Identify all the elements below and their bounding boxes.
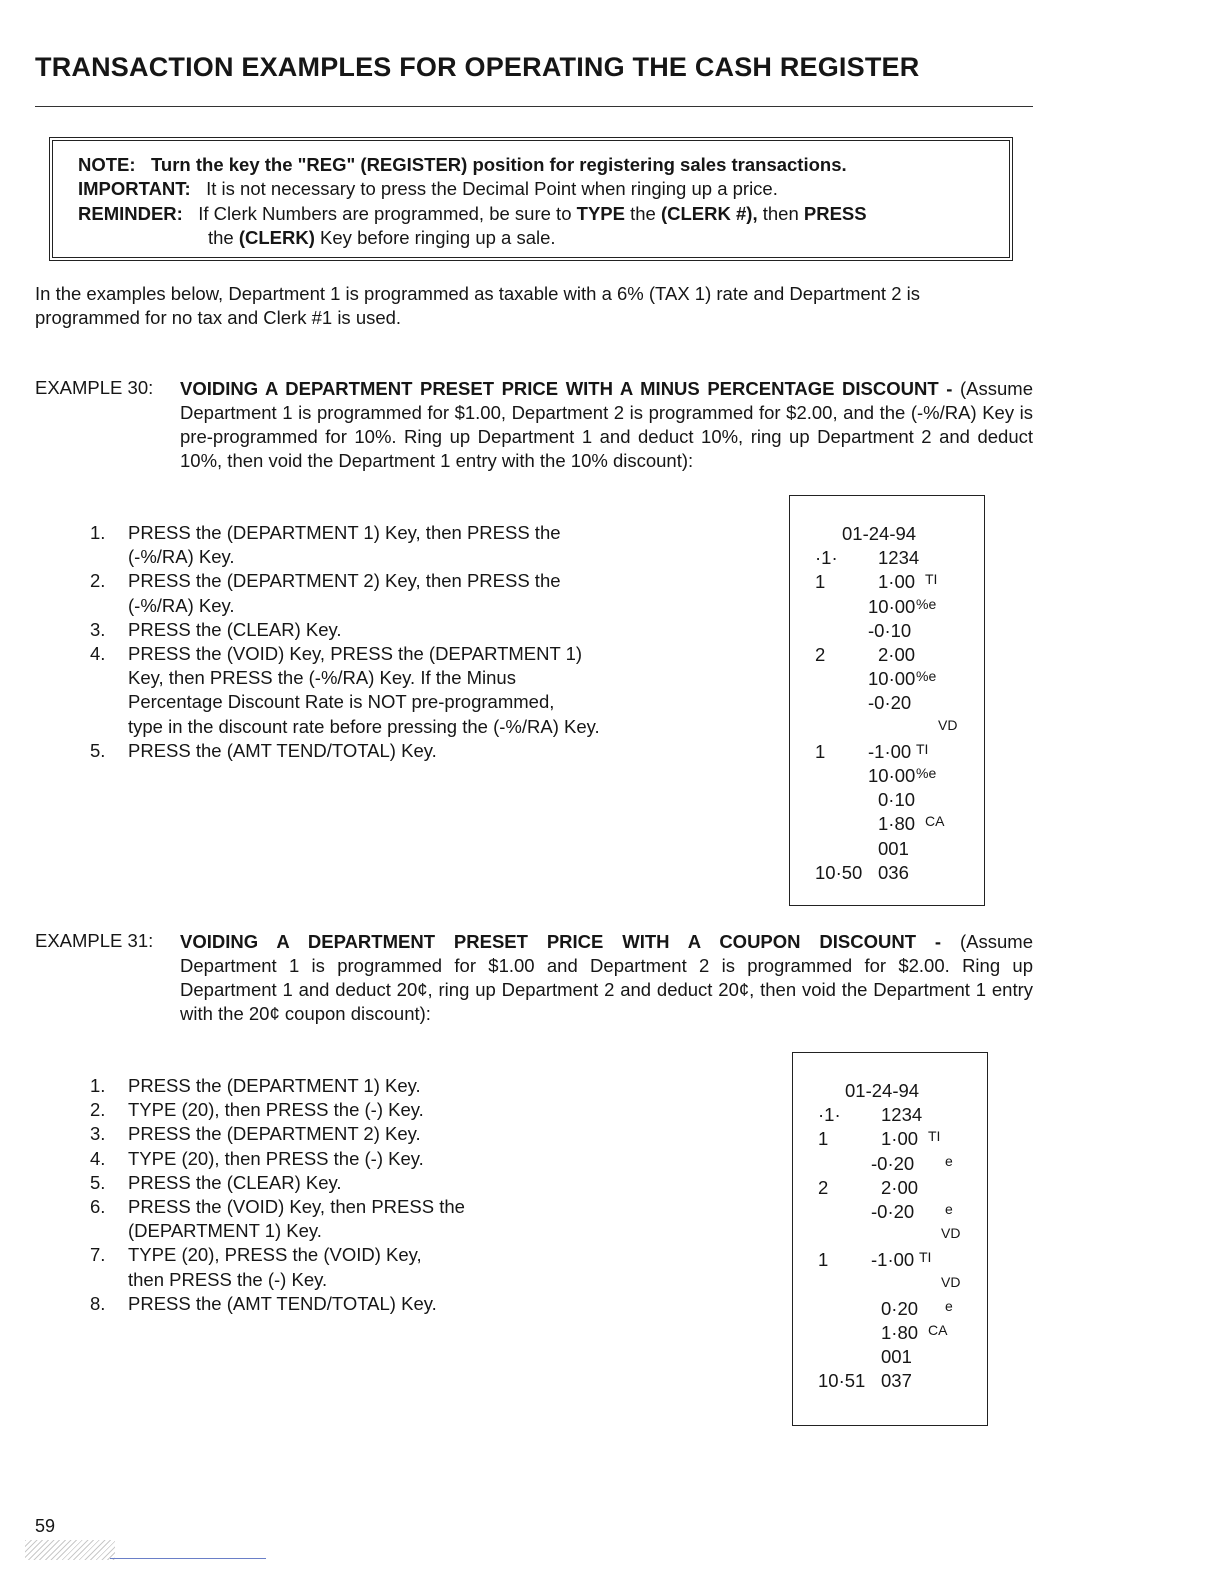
receipt-suffix: VD [941,1273,961,1290]
receipt-left-column: 1 [818,1249,829,1271]
receipt-line [793,1249,987,1273]
example-30-description [180,377,1033,473]
receipt-line [793,1370,987,1394]
receipt-value: 1·80 [881,1322,919,1343]
reminder-text-b: the [630,203,656,224]
step-text-line: TYPE (20), then PRESS the (-) Key. [128,1099,424,1121]
receipt-value: 0·10 [878,789,916,811]
receipt-value: 1234 [881,1104,923,1126]
step-text-line: TYPE (20), then PRESS the (-) Key. [128,1147,424,1169]
step-number: 2. [90,570,106,592]
example-30-receipt [789,495,985,906]
example-31-heading: VOIDING A DEPARTMENT PRESET PRICE WITH A COUPON DISCOUNT - [180,931,942,952]
receipt-value: 001 [878,837,909,859]
step-number: 2. [90,1099,106,1121]
step-text-line: Key, then PRESS the (-%/RA) Key. If the Minus [128,667,516,689]
receipt-line [793,1153,987,1177]
step-text-line: PRESS the (DEPARTMENT 1) Key, then PRESS the [128,522,561,543]
receipt-value: 001 [881,1346,912,1368]
step-item [90,1195,710,1243]
step-number: 3. [90,1123,106,1145]
receipt-value: -0·20 [871,1152,915,1174]
step-number: 4. [90,1147,106,1169]
receipt-value: 1·80 [878,813,916,835]
step-item [90,569,710,617]
receipt-line [790,571,984,595]
receipt-value: 10·00 [868,765,916,786]
note-line [78,154,847,176]
receipt-line [790,838,984,862]
receipt-line [793,1104,987,1128]
receipt-value: 2·00 [878,644,916,665]
reminder-text-c: then [762,203,799,224]
example-30-label: EXAMPLE 30: [35,377,154,398]
important-text: It is not necessary to press the Decimal Point when ringing up a price. [206,178,778,199]
receipt-left-column: 2 [818,1176,829,1198]
receipt-suffix: TI [925,571,938,588]
receipt-line [790,644,984,668]
receipt-left-column: 10·50 [815,861,863,883]
step-text-line: PRESS the (AMT TEND/TOTAL) Key. [128,739,437,761]
step-number: 5. [90,739,106,761]
reminder-line [78,203,867,225]
receipt-suffix: e [945,1152,953,1169]
receipt-line [793,1322,987,1346]
receipt-suffix: TI [919,1249,932,1266]
receipt-value: -0·20 [871,1201,915,1222]
receipt-suffix: %e [916,595,937,612]
receipt-suffix: CA [928,1322,948,1338]
step-number: 6. [90,1196,106,1218]
receipt-value: 01-24-94 [842,523,917,544]
reminder-line2-a: the [208,227,234,248]
receipt-line [790,717,984,741]
step-item [90,739,710,763]
reminder-type: TYPE [576,203,625,224]
receipt-line [793,1177,987,1201]
reminder-line-2 [208,227,556,249]
receipt-line [790,862,984,886]
receipt-value: -1·00 [871,1249,915,1271]
receipt-line [790,523,984,547]
receipt-value: 10·00 [868,595,916,617]
receipt-suffix: TI [916,740,929,757]
example-31-body-first: (Assume [960,931,1033,952]
receipt-suffix: VD [941,1225,961,1242]
receipt-line [793,1201,987,1225]
example-30-steps [90,521,710,763]
step-number: 5. [90,1171,106,1193]
step-item [90,1122,710,1146]
receipt-suffix: TI [928,1128,941,1145]
reminder-text-a: If Clerk Numbers are programmed, be sure to [198,203,572,224]
receipt-suffix: CA [925,813,945,830]
step-item [90,1243,710,1291]
example-31-label: EXAMPLE 31: [35,930,154,951]
reminder-press: PRESS [803,203,867,224]
intro-line-1: In the examples below, Department 1 is programmed as taxable with a 6% (TAX 1) rate and Department 2 is [35,283,921,304]
example-31-body: Department 1 is programmed for $1.00 and Department 2 is programmed for $2.00. Ring up Department 1 and deduct 20¢, ring up Department 2 and deduct 20¢, then void the Department 1 entry with the 20¢ coupon discount): [180,955,1033,1024]
step-text-line: (DEPARTMENT 1) Key. [128,1220,322,1242]
receipt-line [793,1298,987,1322]
step-number: 3. [90,618,106,640]
receipt-suffix: e [945,1201,953,1217]
receipt-value: 10·00 [868,668,916,690]
example-31-description [180,930,1033,1026]
step-item [90,1074,710,1098]
receipt-left-column: 1 [818,1128,829,1150]
step-text-line: (-%/RA) Key. [128,594,235,616]
receipt-line [793,1274,987,1298]
receipt-line [790,596,984,620]
page-title: TRANSACTION EXAMPLES FOR OPERATING THE CASH REGISTER [35,52,920,82]
receipt-value: 01-24-94 [845,1080,920,1101]
receipt-left-column: ·1· [815,547,838,569]
receipt-left-column: 1 [815,740,826,762]
step-number: 8. [90,1292,106,1314]
step-text-line: PRESS the (DEPARTMENT 2) Key. [128,1123,421,1145]
receipt-suffix: %e [916,765,937,781]
step-text-line: PRESS the (VOID) Key, then PRESS the [128,1196,465,1218]
receipt-value: 1·00 [881,1128,919,1150]
title-divider [35,106,1033,107]
important-label: IMPORTANT: [78,178,191,199]
step-text-line: PRESS the (DEPARTMENT 2) Key, then PRESS the [128,570,561,592]
step-number: 4. [90,643,106,665]
receipt-line [790,789,984,813]
intro-line-2: programmed for no tax and Clerk #1 is used. [35,307,402,328]
intro-paragraph [35,282,1035,330]
receipt-value: 036 [878,861,909,883]
step-text-line: PRESS the (CLEAR) Key. [128,618,342,640]
step-number: 1. [90,522,106,543]
receipt-value: -0·20 [868,692,912,714]
receipt-left-column: ·1· [818,1104,841,1126]
receipt-line [790,668,984,692]
page-number: 59 [35,1516,56,1536]
step-item [90,1292,710,1316]
receipt-line [793,1346,987,1370]
step-item [90,618,710,642]
receipt-value: 0·20 [881,1297,919,1319]
receipt-line [793,1080,987,1104]
note-label: NOTE: [78,154,136,175]
step-text-line: PRESS the (AMT TEND/TOTAL) Key. [128,1292,437,1314]
reminder-label: REMINDER: [78,203,183,224]
step-item [90,642,710,739]
receipt-line [790,620,984,644]
step-text-line: TYPE (20), PRESS the (VOID) Key, [128,1244,422,1266]
example-31-steps [90,1074,710,1316]
step-number: 1. [90,1075,106,1096]
receipt-left-column: 1 [815,571,826,593]
reminder-clerk-key: (CLERK) [238,227,315,248]
reminder-clerk-num: (CLERK #), [660,203,758,224]
step-number: 7. [90,1244,106,1266]
step-text-line: type in the discount rate before pressing the (-%/RA) Key. [128,715,600,737]
receipt-value: 1·00 [878,571,916,593]
step-item [90,1171,710,1195]
receipt-line [793,1128,987,1152]
note-text: Turn the key the "REG" (REGISTER) position for registering sales transactions. [150,154,847,175]
receipt-value: -1·00 [868,740,912,762]
step-item [90,1098,710,1122]
footer-rule [110,1558,266,1559]
note-box [52,140,1010,258]
receipt-line [790,741,984,765]
step-text-line: then PRESS the (-) Key. [128,1268,328,1290]
receipt-suffix: VD [938,716,958,733]
receipt-left-column: 10·51 [818,1370,866,1392]
receipt-left-column: 2 [815,644,826,665]
step-text-line: Percentage Discount Rate is NOT pre-programmed, [128,691,555,713]
receipt-value: 1234 [878,547,920,569]
step-text-line: PRESS the (DEPARTMENT 1) Key. [128,1075,421,1096]
example-30-heading: VOIDING A DEPARTMENT PRESET PRICE WITH A MINUS PERCENTAGE DISCOUNT - [180,378,953,399]
example-30-body: (Assume Department 1 is programmed for $1.00, Department 2 is programmed for $2.00, and the (-%/RA) Key is pre-programmed for 10%. Ring up Department 1 and deduct 10%, ring up Department 2 and deduct 10%, then void the Department 1 entry with the 10% discount): [180,378,1034,471]
example-31-first-line [180,930,1033,954]
receipt-suffix: %e [916,668,937,685]
step-text-line: (-%/RA) Key. [128,546,235,568]
receipt-suffix: e [945,1297,953,1314]
step-item [90,521,710,569]
example-31-receipt [792,1052,988,1426]
receipt-value: 2·00 [881,1176,919,1198]
receipt-line [790,692,984,716]
step-item [90,1147,710,1171]
important-line [78,178,778,200]
scan-smudge [25,1540,115,1560]
step-text-line: PRESS the (CLEAR) Key. [128,1171,342,1193]
receipt-value: -0·10 [868,619,912,641]
step-text-line: PRESS the (VOID) Key, PRESS the (DEPARTMENT 1) [128,643,583,665]
reminder-line2-b: Key before ringing up a sale. [320,227,556,248]
receipt-value: 037 [881,1370,912,1392]
receipt-line [793,1225,987,1249]
receipt-line [790,547,984,571]
receipt-line [790,765,984,789]
receipt-line [790,813,984,837]
